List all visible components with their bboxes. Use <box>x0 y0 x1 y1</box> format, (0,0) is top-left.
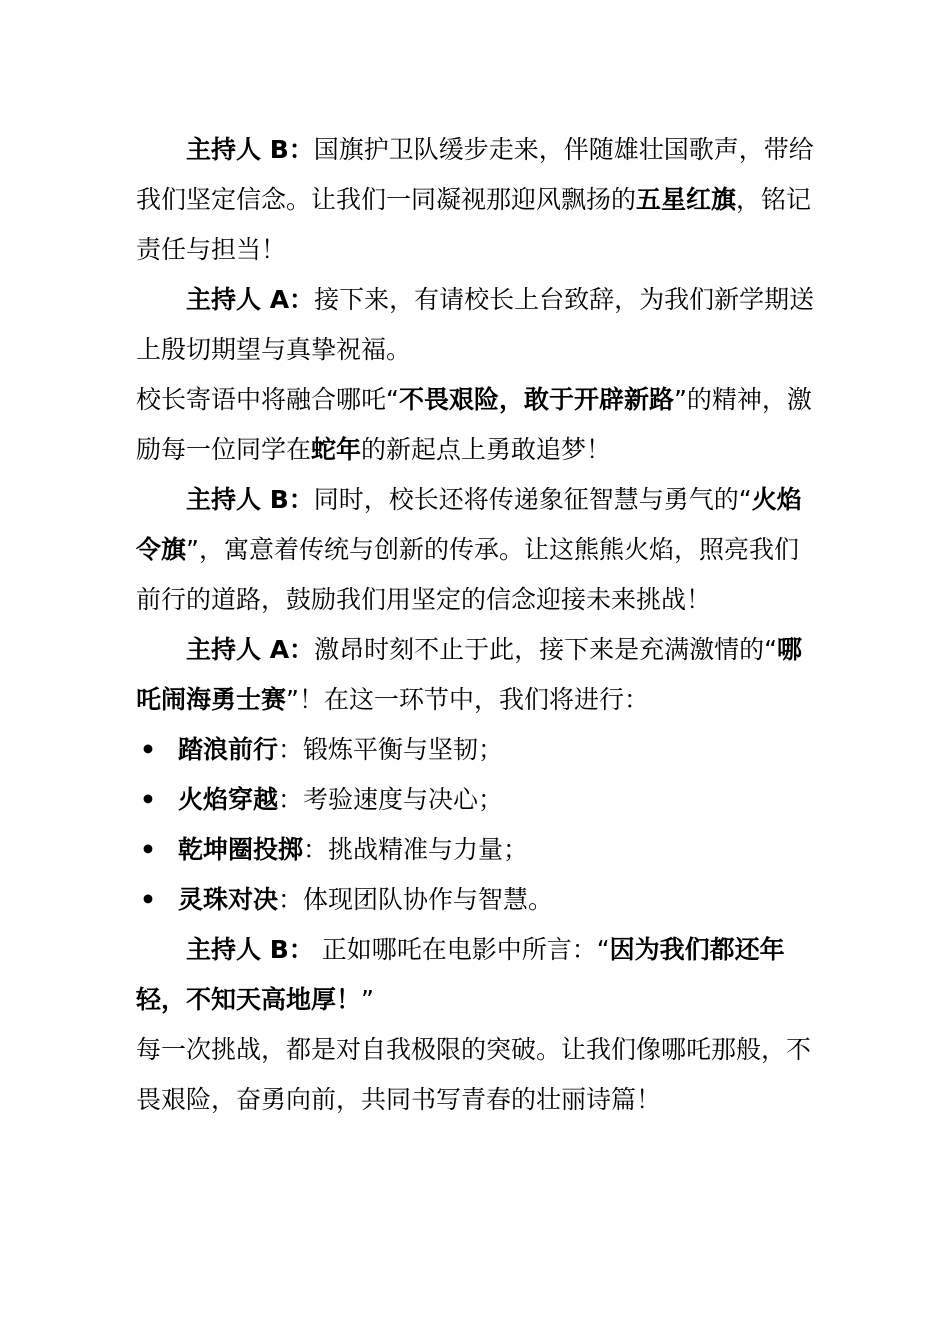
bullet-icon: • <box>140 785 156 814</box>
paragraph-text: ，铭记责任与担当！ <box>136 185 812 264</box>
list-item-desc: ：考验速度与决心； <box>278 785 504 814</box>
paragraph-text: ”！在这一环节中，我们将进行： <box>286 685 649 714</box>
list-item <box>136 825 816 875</box>
list-item-desc: ：体现团队协作与智慧。 <box>278 885 554 914</box>
paragraph-text: 同时，校长还将传递象征智慧与勇气的“ <box>313 485 752 514</box>
list-item <box>136 775 816 825</box>
paragraph-principal-message <box>136 375 816 475</box>
paragraph-host-a-competition <box>136 625 816 725</box>
paragraph-text: 国旗护卫队缓步走来，伴随雄壮国歌声，带给我们坚定信念。让我们一同凝视那迎风飘扬的 <box>136 135 814 214</box>
speaker-label: 主持人 B： <box>186 485 314 514</box>
list-item-desc: ：锻炼平衡与坚韧； <box>278 735 504 764</box>
list-item-title: 灵珠对决 <box>178 885 279 914</box>
paragraph-text: 每一次挑战，都是对自我极限的突破。让我们像哪吒那般，不畏艰险，奋勇向前，共同书写青春的壮丽诗篇！ <box>136 1035 812 1114</box>
bold-phrase: 五星红旗 <box>636 185 737 214</box>
paragraph-text: ”，寓意着传统与创新的传承。让这熊熊火焰，照亮我们前行的道路，鼓励我们用坚定的信念迎接未来挑战！ <box>136 535 799 614</box>
paragraph-host-b-flame-flag <box>136 475 816 625</box>
paragraph-text: 接下来，有请校长上台致辞，为我们新学期送上殷切期望与真挚祝福。 <box>136 285 815 364</box>
list-item-title: 踏浪前行 <box>178 735 279 764</box>
speaker-label: 主持人 A： <box>186 285 315 314</box>
paragraph-text: 正如哪吒在电影中所言：“ <box>313 935 610 964</box>
paragraph-host-b-quote <box>136 925 816 1025</box>
paragraph-text: 校长寄语中将融合哪吒“ <box>136 385 399 414</box>
list-item <box>136 725 816 775</box>
speaker-label: 主持人 B： <box>186 135 314 164</box>
bullet-icon: • <box>140 885 156 914</box>
paragraph-text: ” <box>361 985 374 1014</box>
paragraph-text: ”的精神，激励每一位同学在 <box>136 385 812 464</box>
bold-phrase: 火焰令旗 <box>136 485 802 564</box>
paragraph-host-a-principal <box>136 275 816 375</box>
bold-phrase: 蛇年 <box>311 435 362 464</box>
bold-phrase: 因为我们都还年轻，不知天高地厚！ <box>136 935 785 1014</box>
paragraph-text: 的新起点上勇敢追梦！ <box>361 435 612 464</box>
paragraph-text: 激昂时刻不止于此，接下来是充满激情的“ <box>314 635 778 664</box>
paragraph-closing <box>136 1025 816 1125</box>
list-item-title: 乾坤圈投掷 <box>178 835 304 864</box>
document-page <box>136 125 816 1125</box>
bold-phrase: 哪吒闹海勇士赛 <box>136 635 803 714</box>
bullet-icon: • <box>140 835 156 864</box>
list-item-title: 火焰穿越 <box>178 785 279 814</box>
bullet-icon: • <box>140 735 156 764</box>
speaker-label: 主持人 A： <box>186 635 315 664</box>
bold-phrase: 不畏艰险，敢于开辟新路 <box>398 385 674 414</box>
speaker-label: 主持人 B： <box>186 935 314 964</box>
list-item-desc: ：挑战精准与力量； <box>303 835 529 864</box>
paragraph-host-b-flag <box>136 125 816 275</box>
competition-list <box>136 725 816 925</box>
list-item <box>136 875 816 925</box>
